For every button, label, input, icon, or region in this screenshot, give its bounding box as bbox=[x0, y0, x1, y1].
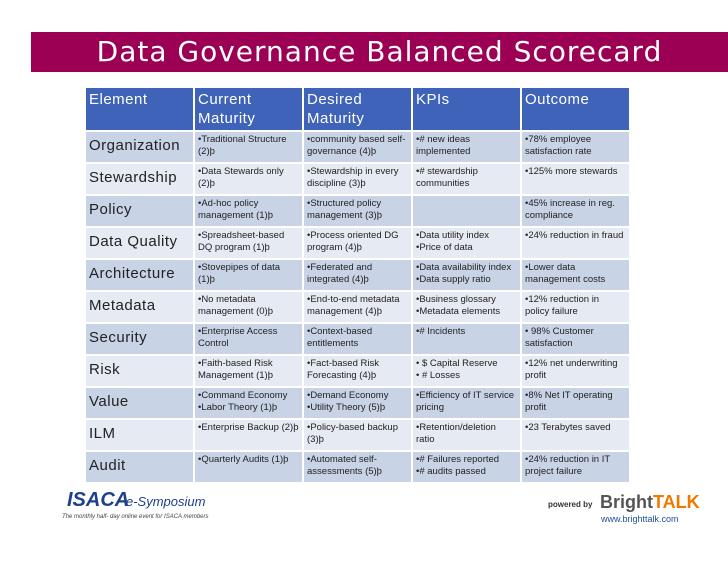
cell-outcome: •12% net underwriting profit bbox=[522, 356, 629, 386]
cell-desired: •Federated and integrated (4)þ bbox=[304, 260, 411, 290]
cell-desired: •community based self-governance (4)þ bbox=[304, 132, 411, 162]
cell-element: Metadata bbox=[86, 292, 193, 322]
cell-current: •Faith-based Risk Management (1)þ bbox=[195, 356, 302, 386]
brighttalk-wordmark bbox=[600, 492, 700, 513]
cell-outcome: •8% Net IT operating profit bbox=[522, 388, 629, 418]
cell-desired: •Fact-based Risk Forecasting (4)þ bbox=[304, 356, 411, 386]
table-row bbox=[86, 452, 629, 482]
cell-current: •Command Economy •Labor Theory (1)þ bbox=[195, 388, 302, 418]
cell-outcome: •24% reduction in IT project failure bbox=[522, 452, 629, 482]
cell-desired: •Structured policy management (3)þ bbox=[304, 196, 411, 226]
table-row bbox=[86, 420, 629, 450]
table-row bbox=[86, 164, 629, 194]
cell-kpis: •# new ideas implemented bbox=[413, 132, 520, 162]
brighttalk-logo bbox=[548, 492, 698, 528]
cell-desired: •Process oriented DG program (4)þ bbox=[304, 228, 411, 258]
esymposium-label: e-Symposium bbox=[126, 494, 206, 509]
cell-kpis: •Data utility index •Price of data bbox=[413, 228, 520, 258]
cell-element: Security bbox=[86, 324, 193, 354]
cell-element: Policy bbox=[86, 196, 193, 226]
cell-kpis: •Retention/deletion ratio bbox=[413, 420, 520, 450]
cell-kpis: • $ Capital Reserve • # Losses bbox=[413, 356, 520, 386]
cell-kpis: •Business glossary •Metadata elements bbox=[413, 292, 520, 322]
cell-kpis: •# Incidents bbox=[413, 324, 520, 354]
cell-outcome: •45% increase in reg. compliance bbox=[522, 196, 629, 226]
cell-desired: •End-to-end metadata management (4)þ bbox=[304, 292, 411, 322]
isaca-tagline: The monthly half- day online event for ISACA members bbox=[62, 514, 209, 520]
cell-kpis: •Efficiency of IT service pricing bbox=[413, 388, 520, 418]
cell-desired: •Context-based entitlements bbox=[304, 324, 411, 354]
isaca-logo: ISACA bbox=[67, 489, 130, 511]
cell-current: •No metadata management (0)þ bbox=[195, 292, 302, 322]
cell-element: Organization bbox=[86, 132, 193, 162]
scorecard-table bbox=[84, 86, 631, 484]
cell-element: Audit bbox=[86, 452, 193, 482]
header-element: Element bbox=[86, 88, 193, 130]
title-band bbox=[31, 32, 728, 72]
cell-outcome: •78% employee satisfaction rate bbox=[522, 132, 629, 162]
cell-element: Architecture bbox=[86, 260, 193, 290]
brighttalk-bright: Bright bbox=[600, 492, 653, 512]
table-row bbox=[86, 228, 629, 258]
cell-element: Value bbox=[86, 388, 193, 418]
table-row bbox=[86, 196, 629, 226]
cell-kpis: •# Failures reported •# audits passed bbox=[413, 452, 520, 482]
cell-current: •Ad-hoc policy management (1)þ bbox=[195, 196, 302, 226]
cell-outcome: •125% more stewards bbox=[522, 164, 629, 194]
cell-current: •Enterprise Backup (2)þ bbox=[195, 420, 302, 450]
cell-outcome: •23 Terabytes saved bbox=[522, 420, 629, 450]
cell-current: •Spreadsheet-based DQ program (1)þ bbox=[195, 228, 302, 258]
header-kpis: KPIs bbox=[413, 88, 520, 130]
cell-outcome: •Lower data management costs bbox=[522, 260, 629, 290]
cell-current: •Data Stewards only (2)þ bbox=[195, 164, 302, 194]
cell-desired: •Policy-based backup (3)þ bbox=[304, 420, 411, 450]
table-row bbox=[86, 132, 629, 162]
table-row bbox=[86, 324, 629, 354]
cell-desired: •Automated self-assessments (5)þ bbox=[304, 452, 411, 482]
table-row bbox=[86, 260, 629, 290]
powered-by-label: powered by bbox=[548, 500, 593, 509]
table-row bbox=[86, 388, 629, 418]
cell-kpis: •# stewardship communities bbox=[413, 164, 520, 194]
cell-kpis: •Data availability index •Data supply ratio bbox=[413, 260, 520, 290]
cell-kpis bbox=[413, 196, 520, 226]
page-title: Data Governance Balanced Scorecard bbox=[96, 35, 663, 68]
cell-current: •Stovepipes of data (1)þ bbox=[195, 260, 302, 290]
cell-outcome: • 98% Customer satisfaction bbox=[522, 324, 629, 354]
header-desired-maturity: Desired Maturity bbox=[304, 88, 411, 130]
cell-outcome: •12% reduction in policy failure bbox=[522, 292, 629, 322]
brighttalk-url: www.brighttalk.com bbox=[601, 514, 679, 524]
cell-current: •Quarterly Audits (1)þ bbox=[195, 452, 302, 482]
cell-element: ILM bbox=[86, 420, 193, 450]
cell-desired: •Stewardship in every discipline (3)þ bbox=[304, 164, 411, 194]
table-row bbox=[86, 356, 629, 386]
cell-current: •Enterprise Access Control bbox=[195, 324, 302, 354]
brighttalk-talk: TALK bbox=[653, 492, 700, 512]
cell-desired: •Demand Economy •Utility Theory (5)þ bbox=[304, 388, 411, 418]
cell-element: Risk bbox=[86, 356, 193, 386]
table-row bbox=[86, 292, 629, 322]
header-current-maturity: Current Maturity bbox=[195, 88, 302, 130]
header-row bbox=[86, 88, 629, 130]
cell-element: Stewardship bbox=[86, 164, 193, 194]
cell-element: Data Quality bbox=[86, 228, 193, 258]
cell-current: •Traditional Structure (2)þ bbox=[195, 132, 302, 162]
header-outcome: Outcome bbox=[522, 88, 629, 130]
isaca-esymposium-logo bbox=[62, 489, 212, 529]
cell-outcome: •24% reduction in fraud bbox=[522, 228, 629, 258]
